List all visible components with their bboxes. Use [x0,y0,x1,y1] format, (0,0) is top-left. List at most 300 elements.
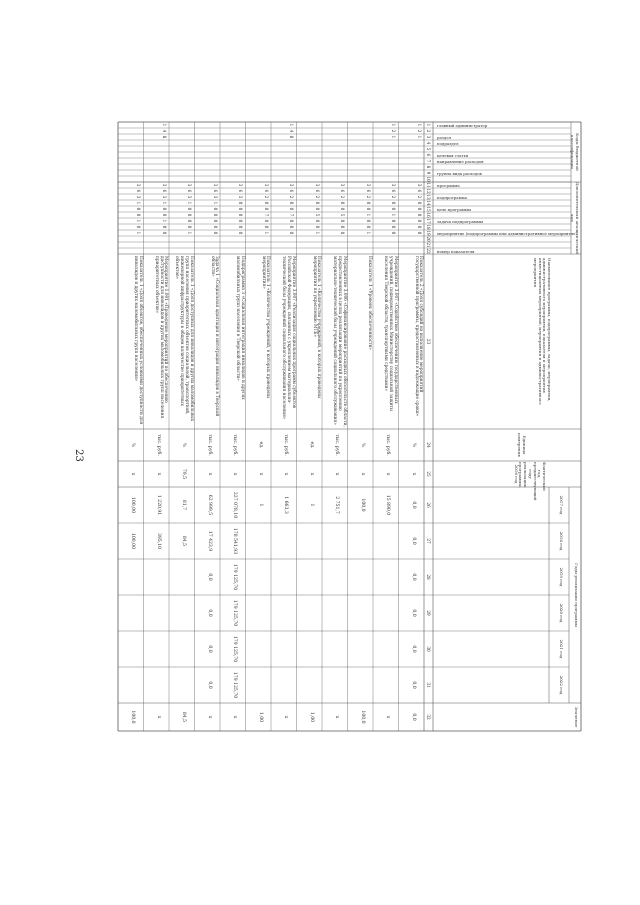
admin-code-digit: 0 [238,219,244,223]
admin-code-digit: 0 [340,207,346,211]
row-year-value: 0,0 [207,609,212,617]
admin-code-digit: 0 [136,225,142,229]
row-year-value: 0,0 [207,645,212,653]
row-year-value: 0,0 [411,681,416,689]
admin-code-digit: 2 [417,195,422,199]
row-year-value [306,560,314,594]
admin-code-digit: 0 [366,207,371,211]
admin-code-digit: 3 [417,183,422,187]
code-column-header: подпрограмма [437,195,467,200]
column-number: 19 [426,230,431,236]
code-column-header: задача подпрограммы [437,219,484,224]
admin-code-digit: 3 [289,183,295,187]
admin-code-digit: 1 [136,231,142,235]
row-year-value [383,596,391,630]
row-year-value: 0,0 [207,681,212,689]
row-year-value: 81,7 [181,499,187,511]
row-year-value [128,560,136,594]
row-year-value [128,668,136,702]
admin-code-digit: 3 [136,195,142,199]
column-number: 1 [426,123,431,127]
row-unit: % [130,442,136,448]
admin-code-digit: 6 [187,189,193,193]
column-number: 26 [426,502,431,508]
row-year-value [357,524,365,558]
row-year-value [383,560,391,594]
admin-code-digit: 3 [315,183,320,187]
admin-code-digit: 3 [213,183,218,187]
admin-code-digit: 2 [289,195,295,199]
budget-code-digit: 8 [162,135,167,139]
column-number: 7 [426,159,431,163]
code-column-header: целевая статья [437,153,469,158]
row-unit: ед. [258,441,263,449]
row-name: Показатель 2 «Доля субсидий на выполнение мероприятий государственной программы, предоставленных в надлежащие сроки» [413,256,424,417]
budget-code-digit: 2 [391,129,397,133]
admin-code-digit: 6 [391,189,397,193]
admin-code-digit: 1 [366,231,371,235]
admin-code-digit: 0 [289,231,295,235]
column-number: 22 [426,248,431,254]
row-year-value [332,632,340,666]
code-column-header: программа [437,183,460,188]
admin-code-digit: 0 [264,225,269,229]
row-unit: тыс. руб. [232,434,238,456]
code-column-header: номер показателя [437,249,475,254]
admin-code-digit: 7 [264,213,269,217]
column-number: 15 [426,206,431,212]
admin-code-digit: 2 [315,195,320,199]
budget-code-digit: 1 [162,123,167,127]
column-number: 28 [426,574,431,580]
row-unit: тыс. руб. [156,434,161,456]
row-name: Мероприятие 3.007 «Реализация социальных программ субъектов Российской Федерации, связанных с укреплением материально-технической базы учреждений социального обслуживания населения» [281,256,296,420]
row-year-value: 1 [258,503,263,507]
name-header: Наименование программы, подпрограммы, задачи, мероприятия, административного мероприятия, показателя и мероприятия инвестиционных мероприятий, мероприятия и административного мероприятия [532,258,552,405]
column-number: 23 [426,338,431,345]
admin-code-digit: 0 [162,207,167,211]
code-column-header: группа вида расходов [437,171,482,176]
admin-code-digit: 0 [417,213,422,217]
admin-code-digit: 0 [340,219,346,223]
admin-code-digit: 1 [391,213,397,217]
row-unit: % [360,442,365,448]
row-year-value [255,668,263,702]
row-year-value [153,596,161,630]
code-column-header: направление расходов [437,159,484,164]
row-year-value: 2 751,7 [334,496,340,514]
row-unit: тыс. руб. [283,434,289,456]
row-base-value: х [334,472,340,476]
row-target-value: х [207,715,212,719]
row-base-value: х [207,472,212,476]
column-number: 10 [426,176,431,182]
row-base-value: х [360,472,365,476]
row-year-value: 0,0 [411,645,416,653]
admin-code-digit: 1 [187,201,193,205]
column-number: 32 [426,714,431,720]
admin-code-digit: 6 [238,189,244,193]
admin-code-digit: 0 [340,225,346,229]
admin-code-digit: 0 [187,207,193,211]
row-year-value [281,668,289,702]
admin-code-digit: 1 [213,201,218,205]
admin-code-digit: 0 [136,207,142,211]
budget-code-digit: 8 [289,135,295,139]
row-unit: тыс. руб. [385,434,391,456]
row-unit: % [411,442,416,448]
row-year-value [383,524,391,558]
row-base-value: 79,5 [181,468,187,480]
row-year-value: 179 125,70 [232,635,238,663]
admin-code-digit: 3 [136,183,142,187]
admin-code-group-header: Дополнительный аналитический код [570,182,580,254]
admin-code-digit: 0 [213,219,218,223]
row-year-value [255,560,263,594]
column-number: 24 [426,442,431,448]
row-name: Мероприятие 1.001 «Проведение мероприятий по обеспечению доступности для инвалидов и других маломобильных групп населения приоритетных объектов» [153,256,169,419]
row-year-value [255,524,263,558]
row-year-value [281,560,289,594]
row-year-value [179,632,187,666]
admin-code-digit: 3 [187,195,193,199]
admin-code-digit: 0 [213,213,218,217]
row-year-value [332,560,340,594]
column-number: 3 [426,135,431,139]
row-name: Показатель 1 «Количество учреждений, в которых проведены мероприятия по укреплению МТБ» [311,256,322,399]
row-target-value: х [156,715,161,719]
admin-code-digit: 0 [340,201,346,205]
row-target-value: х [232,715,238,719]
row-year-value: 179 125,70 [232,599,238,627]
admin-code-digit: 1 [162,219,167,223]
year-header-3: 2019 год [559,567,564,587]
admin-code-digit: 0 [213,225,218,229]
row-year-value: 178 541,93 [232,527,238,555]
row-year-value: 84,5 [181,535,187,547]
admin-code-digit: 7 [289,213,295,217]
budget-code-digit: 1 [417,135,422,139]
column-number: 6 [426,153,431,157]
row-year-value [357,632,365,666]
admin-code-digit: 0 [340,231,346,235]
row-year-value: 0,0 [411,501,416,509]
admin-code-digit: 3 [238,183,244,187]
row-unit: % [181,442,187,448]
admin-code-digit: 3 [391,183,397,187]
row-year-value: 0,0 [411,573,416,581]
row-unit: ед. [309,441,314,449]
column-number: 29 [426,610,431,616]
base-year-header: Фактический год, предшествующий году реализации программы, 2016 год [513,462,547,501]
admin-code-digit: 5 [315,213,320,217]
admin-code-digit: 0 [417,207,422,211]
admin-code-digit: 1 [136,201,142,205]
row-year-value: 395,10 [156,532,161,550]
admin-code-digit: 0 [238,207,244,211]
admin-code-digit: 1 [315,231,320,235]
row-target-value: 1,00 [258,711,263,723]
admin-code-digit: 3 [162,195,167,199]
admin-code-digit: 1 [162,201,167,205]
admin-code-digit: 0 [213,231,218,235]
row-year-value [153,632,161,666]
column-number: 8 [426,165,431,169]
column-number: 5 [426,147,431,151]
admin-code-digit: 5 [340,213,346,217]
column-number: 17 [426,218,431,224]
budget-code-digit: 2 [417,129,422,133]
admin-code-digit: 0 [289,225,295,229]
row-year-value [332,524,340,558]
row-target-value: 84,5 [181,711,187,723]
row-target-value: 100,0 [360,710,365,724]
admin-code-digit: 3 [340,183,346,187]
year-header-4: 2020 год [559,603,564,623]
row-year-value [306,632,314,666]
row-year-value [281,632,289,666]
row-year-value [357,596,365,630]
row-target-value: 0,0 [411,713,416,721]
budget-code-digit: 4 [162,129,167,133]
row-year-value [306,668,314,702]
code-column-header: подраздел [437,141,459,146]
row-base-value: х [232,472,238,476]
admin-code-digit: 0 [187,213,193,217]
budget-code-digit: 1 [417,123,422,127]
target-header: Значение [574,706,579,728]
admin-code-digit: 0 [417,201,422,205]
admin-code-digit: 0 [417,219,422,223]
row-target-value: х [385,715,391,719]
row-name: Показатель 1 «Уровень обеспеченности» [367,256,373,351]
row-unit: тыс. руб. [207,434,212,456]
year-header-2: 2018 год [559,531,564,551]
admin-code-digit: 2 [264,195,269,199]
column-number: 4 [426,141,431,145]
row-year-value [281,524,289,558]
row-year-value [306,596,314,630]
row-name: Мероприятие 3.007 «Содействие обеспечению государственных учреждений, подведомственных Министерству социальной защиты населения Тверской области, транспортными средствами» [383,256,398,412]
row-target-value: х [334,715,340,719]
admin-code-digit: 0 [391,225,397,229]
year-header-5: 2021 год [559,639,564,659]
row-name: Показатель 1 «Доля доступных для инвалидов и других маломобильных групп населения приоритетных объектов социальной, транспортной, инженерной инфраструктуры в общем количестве приоритетных объектов» [174,256,194,422]
column-number: 27 [426,538,431,544]
admin-code-digit: 0 [264,219,269,223]
admin-code-digit: 0 [315,225,320,229]
row-target-value: 100,0 [130,710,136,724]
row-year-value: 17 423,9 [207,530,212,552]
admin-code-digit: 1 [187,231,193,235]
admin-code-digit: 0 [264,201,269,205]
row-year-value [128,596,136,630]
row-year-value: 100,00 [130,532,136,550]
row-unit: тыс. руб. [334,434,340,456]
column-number: 12 [426,188,431,194]
admin-code-digit: 0 [238,225,244,229]
codes-group-header: Коды бюджетной классификации [570,133,580,171]
column-number: 11 [426,182,431,188]
code-column-header: мероприятие (подпрограммы или административное мероприятие) [437,231,577,236]
row-year-value [281,596,289,630]
admin-code-digit: 2 [340,195,346,199]
row-base-value: х [283,472,289,476]
years-group-header: Годы реализации программы [574,563,579,627]
program-table-sheet [96,118,589,836]
admin-code-digit: 0 [391,207,397,211]
column-number: 21 [426,242,431,248]
row-base-value: х [156,472,161,476]
admin-code-digit: 1 [366,213,371,217]
budget-code-digit: 1 [391,135,397,139]
row-name: Показатель 1 «Количество учреждений, в которых проведены мероприятия» [260,256,271,399]
year-header-1: 2017 год [559,495,564,515]
row-year-value: 1 663,3 [283,496,289,514]
admin-code-digit: 0 [391,201,397,205]
row-base-value: х [309,472,314,476]
row-year-value [153,668,161,702]
row-year-value [306,524,314,558]
unit-header: Единица измерения [517,433,527,457]
row-year-value [357,668,365,702]
column-number: 2 [426,129,431,133]
row-year-value [332,668,340,702]
admin-code-digit: 6 [366,189,371,193]
admin-code-digit: 0 [162,213,167,217]
column-number: 9 [426,171,431,175]
admin-code-digit: 0 [264,207,269,211]
row-year-value [383,668,391,702]
row-year-value: 179 125,70 [232,671,238,699]
admin-code-digit: 3 [238,195,244,199]
row-year-value: 100,0 [360,498,365,512]
admin-code-digit: 6 [315,189,320,193]
admin-code-digit: 3 [162,183,167,187]
admin-code-digit: 0 [162,225,167,229]
row-year-value: 0,0 [207,573,212,581]
row-name: Подпрограмма 3 «Социальная интеграция инвалидов и других маломобильных групп населения в Тверской области» [235,256,245,400]
row-name: Мероприятие 3.006 «Софинансирование расходных обязательств области, предоставленных в целях реализации мероприятий по укреплению материально-технической базы учреждений социального обслуживания» [332,256,347,427]
admin-code-digit: 0 [162,231,167,235]
budget-code-digit: 1 [289,123,295,127]
admin-code-digit: 0 [136,213,142,217]
admin-code-digit: 6 [162,189,167,193]
admin-code-digit: 0 [315,219,320,223]
year-header-6: 2022 год [559,675,564,695]
admin-code-digit: 3 [264,183,269,187]
admin-code-digit: 6 [213,189,218,193]
row-year-value [153,560,161,594]
row-year-value [255,632,263,666]
row-target-value: 1,00 [309,711,314,723]
admin-code-digit: 6 [289,189,295,193]
admin-code-digit: 0 [238,213,244,217]
row-base-value: х [258,472,263,476]
row-target-value: х [283,715,289,719]
admin-code-digit: 0 [187,219,193,223]
admin-code-digit: 0 [391,219,397,223]
row-name: Показатель 1 «Доля объектов, обеспеченных условиями доступности для инвалидов и других маломобильных групп населения» [133,256,143,425]
column-number: 31 [426,682,431,688]
admin-code-digit: 6 [136,189,142,193]
admin-code-digit: 0 [289,219,295,223]
row-year-value [357,560,365,594]
row-name: Задача 1 «Социальная адаптация и интеграция инвалидов в Тверской области» [209,256,220,417]
row-year-value: 62 999,5 [207,494,212,516]
admin-code-digit: 0 [187,225,193,229]
row-year-value: 0,0 [411,609,416,617]
admin-code-digit: 3 [187,183,193,187]
admin-code-digit: 0 [366,219,371,223]
row-base-value: х [130,472,136,476]
row-year-value [179,596,187,630]
admin-code-digit: 6 [264,189,269,193]
code-column-header: цель программы [437,207,472,212]
column-number: 16 [426,212,431,218]
row-year-value [128,632,136,666]
code-column-header: раздел [437,135,452,140]
admin-code-digit: 0 [366,225,371,229]
column-number: 14 [426,200,431,206]
column-number: 30 [426,646,431,652]
admin-code-digit: 0 [289,207,295,211]
admin-code-digit: 1 [264,231,269,235]
admin-code-digit: 2 [391,195,397,199]
budget-code-digit: 4 [289,129,295,133]
admin-code-digit: 0 [213,207,218,211]
admin-code-digit: 0 [417,231,422,235]
row-base-value: х [385,472,391,476]
admin-code-digit: 1 [136,219,142,223]
admin-code-digit: 0 [315,207,320,211]
admin-code-digit: 3 [366,183,371,187]
row-year-value: 100,00 [130,496,136,514]
admin-code-digit: 0 [417,225,422,229]
row-year-value [255,596,263,630]
admin-code-digit: 2 [366,195,371,199]
row-year-value: 1 220,91 [156,494,161,516]
code-column-header: главный администратор [437,123,488,128]
admin-code-digit: 6 [417,189,422,193]
rotated-table [96,118,589,836]
admin-code-digit: 0 [366,201,371,205]
row-year-value [383,632,391,666]
row-base-value: х [411,472,416,476]
row-year-value: 227 078,10 [232,491,238,519]
admin-code-digit: 0 [238,231,244,235]
admin-code-digit: 0 [289,201,295,205]
admin-code-digit: 0 [238,201,244,205]
page-number: 23 [72,449,84,462]
column-number: 25 [426,471,431,477]
row-year-value: 0,0 [411,537,416,545]
admin-code-digit: 3 [213,195,218,199]
row-year-value: 179 125,70 [232,563,238,591]
row-year-value: 15 890,0 [385,494,391,516]
budget-code-digit: 1 [391,123,397,127]
admin-code-digit: 6 [340,189,346,193]
row-year-value [332,596,340,630]
column-number: 13 [426,194,431,200]
admin-code-digit: 0 [315,201,320,205]
column-number: 20 [426,236,431,242]
row-year-value [179,668,187,702]
row-year-value: 1 [309,503,314,507]
admin-code-digit: 0 [391,231,397,235]
row-year-value [179,560,187,594]
column-number: 18 [426,224,431,230]
